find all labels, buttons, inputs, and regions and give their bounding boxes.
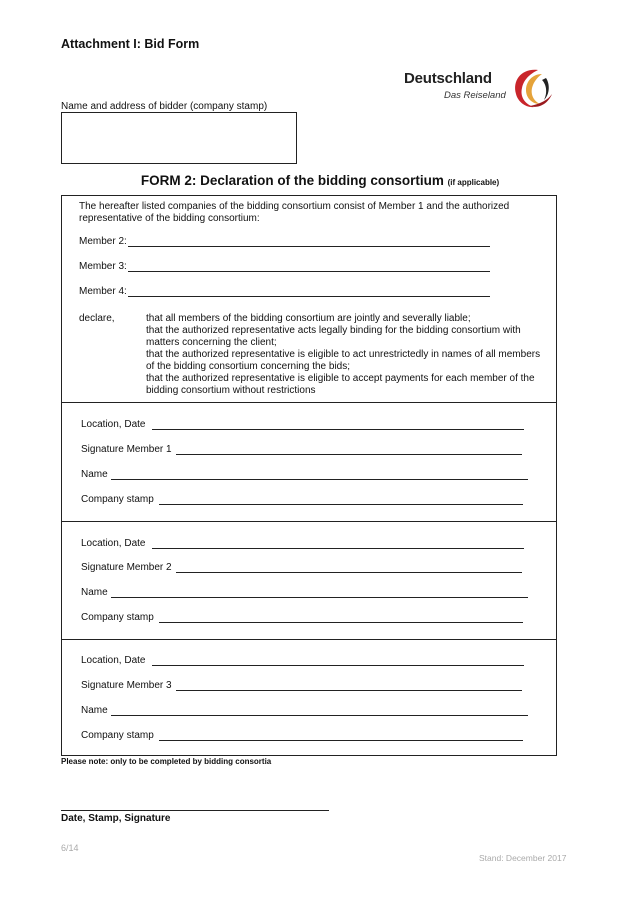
signature-field[interactable] [81, 680, 522, 691]
name-field[interactable] [81, 469, 528, 480]
date-stamp-signature-label: Date, Stamp, Signature [61, 813, 171, 824]
declaration-section [61, 195, 557, 403]
company-stamp-line[interactable] [159, 739, 523, 741]
signature-block-2 [61, 521, 557, 640]
declaration-item: that the authorized representative acts legally binding for the bidding consortium with matters concerning the client; [146, 325, 521, 348]
company-stamp-field[interactable] [81, 494, 523, 505]
location-date-field[interactable] [81, 538, 524, 549]
page-number: 6/14 [61, 843, 79, 853]
member-3-line[interactable] [128, 270, 490, 272]
document-stand: Stand: December 2017 [479, 853, 567, 863]
member-label: Member 2: [79, 236, 127, 247]
field-label: Signature Member 3 [81, 680, 172, 691]
field-label: Signature Member 2 [81, 562, 172, 573]
signature-field[interactable] [81, 562, 522, 573]
field-label: Name [81, 469, 108, 480]
swirl-logo-icon [508, 66, 554, 110]
field-label: Company stamp [81, 612, 154, 623]
signature-line[interactable] [176, 571, 522, 573]
field-label: Name [81, 705, 108, 716]
deutschland-logo [404, 66, 554, 110]
location-date-line[interactable] [152, 664, 524, 666]
member-2-line[interactable] [128, 245, 490, 247]
member-label: Member 3: [79, 261, 127, 272]
intro-text: The hereafter listed companies of the bidding consortium consist of Member 1 and the authorized representative of the bidding consortium: [79, 201, 510, 224]
company-stamp-box[interactable] [61, 112, 297, 164]
name-line[interactable] [111, 596, 528, 598]
name-field[interactable] [81, 705, 528, 716]
declaration-item: that the authorized representative is eligible to accept payments for each member of the bidding consortium without restrictions [146, 373, 535, 396]
location-date-line[interactable] [152, 547, 524, 549]
member-3-field[interactable] [79, 261, 490, 272]
declarations-list [146, 313, 546, 397]
company-stamp-line[interactable] [159, 503, 523, 505]
form-title-note: (if applicable) [447, 178, 500, 187]
declaration-item: that all members of the bidding consortium are jointly and severally liable; [146, 313, 471, 324]
declare-label: declare, [79, 313, 115, 324]
field-label: Company stamp [81, 730, 154, 741]
signature-line[interactable] [176, 453, 522, 455]
member-2-field[interactable] [79, 236, 490, 247]
logo-main-text: Deutschland [404, 70, 492, 87]
company-stamp-field[interactable] [81, 612, 523, 623]
declaration-item: that the authorized representative is eligible to act unrestrictedly in names of all members of the bidding consortium concerning the bids; [146, 349, 541, 372]
field-label: Signature Member 1 [81, 444, 172, 455]
location-date-line[interactable] [152, 428, 524, 430]
form-title [0, 173, 640, 188]
consortia-note: Please note: only to be completed by bidding consortia [61, 757, 272, 766]
member-4-field[interactable] [79, 286, 490, 297]
field-label: Company stamp [81, 494, 154, 505]
final-signature-line[interactable] [61, 810, 329, 811]
member-label: Member 4: [79, 286, 127, 297]
name-field[interactable] [81, 587, 528, 598]
member-4-line[interactable] [128, 295, 490, 297]
company-stamp-line[interactable] [159, 621, 523, 623]
location-date-field[interactable] [81, 419, 524, 430]
bidder-label: Name and address of bidder (company stamp) [61, 101, 268, 112]
form-title-text: FORM 2: Declaration of the bidding consortium [140, 173, 444, 188]
field-label: Location, Date [81, 538, 146, 549]
name-line[interactable] [111, 714, 528, 716]
page-title: Attachment I: Bid Form [61, 37, 200, 51]
company-stamp-field[interactable] [81, 730, 523, 741]
field-label: Name [81, 587, 108, 598]
field-label: Location, Date [81, 419, 146, 430]
logo-sub-text: Das Reiseland [444, 90, 506, 101]
name-line[interactable] [111, 478, 528, 480]
signature-block-1 [61, 402, 557, 522]
signature-field[interactable] [81, 444, 522, 455]
field-label: Location, Date [81, 655, 146, 666]
signature-block-3 [61, 639, 557, 756]
signature-line[interactable] [176, 689, 522, 691]
location-date-field[interactable] [81, 655, 524, 666]
